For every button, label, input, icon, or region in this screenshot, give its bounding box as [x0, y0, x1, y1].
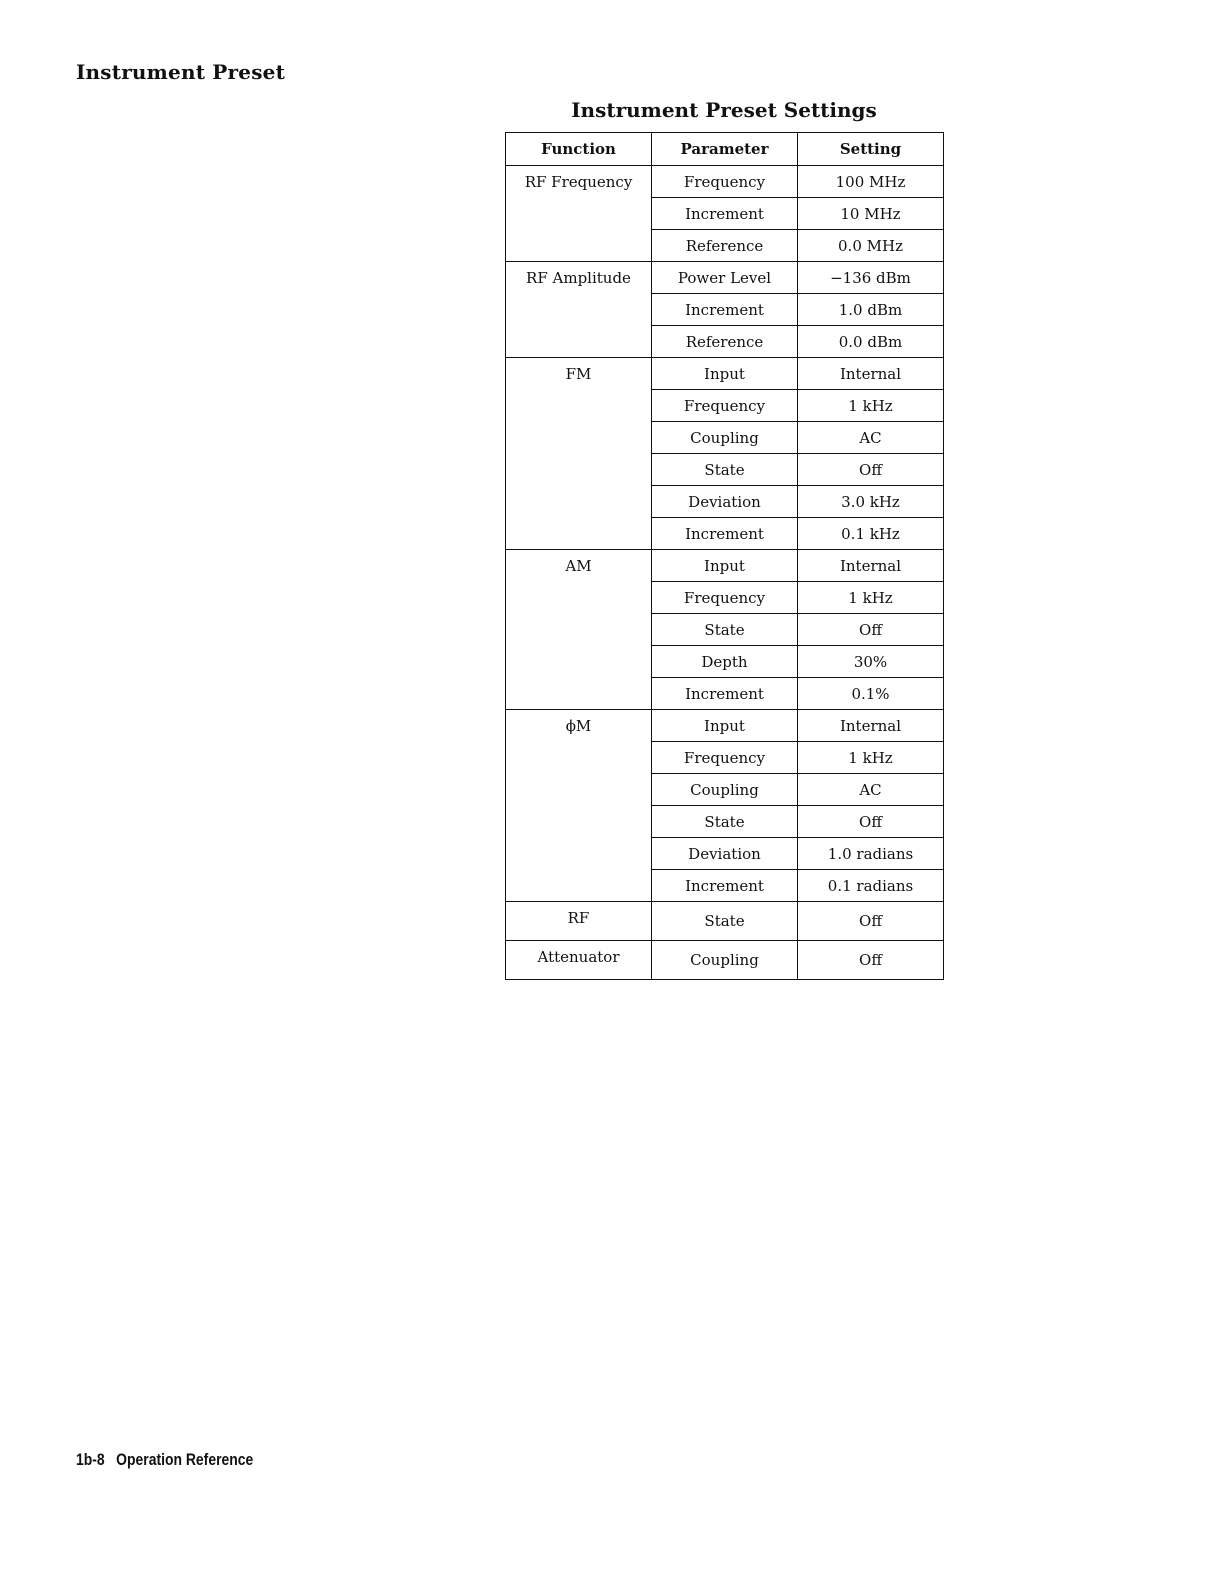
parameter-cell: Input [652, 358, 798, 390]
parameter-cell: Increment [652, 198, 798, 230]
parameter-cell: Coupling [652, 941, 798, 980]
preset-settings-table [505, 132, 944, 980]
parameter-cell: Frequency [652, 390, 798, 422]
parameter-cell: Reference [652, 230, 798, 262]
setting-cell: Off [798, 902, 944, 941]
setting-cell: 100 MHz [798, 166, 944, 198]
header-parameter: Parameter [652, 133, 798, 166]
footer-section-name: Operation Reference [116, 1450, 254, 1469]
setting-cell: 1 kHz [798, 390, 944, 422]
setting-cell: 0.1% [798, 678, 944, 710]
setting-cell: Off [798, 941, 944, 980]
setting-cell: 0.1 radians [798, 870, 944, 902]
setting-cell: Internal [798, 550, 944, 582]
parameter-cell: Input [652, 710, 798, 742]
parameter-cell: Frequency [652, 582, 798, 614]
setting-cell: AC [798, 422, 944, 454]
parameter-cell: State [652, 902, 798, 941]
setting-cell: Off [798, 806, 944, 838]
parameter-cell: State [652, 806, 798, 838]
parameter-cell: Power Level [652, 262, 798, 294]
setting-cell: 1.0 dBm [798, 294, 944, 326]
table-title: Instrument Preset Settings [571, 98, 877, 122]
setting-cell: AC [798, 774, 944, 806]
section-heading: Instrument Preset [76, 60, 286, 84]
parameter-cell: Increment [652, 678, 798, 710]
parameter-cell: Input [652, 550, 798, 582]
table-row [506, 710, 944, 742]
setting-cell: 3.0 kHz [798, 486, 944, 518]
parameter-cell: Deviation [652, 838, 798, 870]
table-row [506, 550, 944, 582]
parameter-cell: Reference [652, 326, 798, 358]
function-cell: RF Frequency [506, 166, 652, 262]
parameter-cell: Frequency [652, 742, 798, 774]
setting-cell: 0.0 MHz [798, 230, 944, 262]
parameter-cell: Coupling [652, 422, 798, 454]
setting-cell: 10 MHz [798, 198, 944, 230]
function-cell: ϕM [506, 710, 652, 902]
parameter-cell: Deviation [652, 486, 798, 518]
setting-cell: Internal [798, 710, 944, 742]
function-cell: RF Amplitude [506, 262, 652, 358]
setting-cell: 0.0 dBm [798, 326, 944, 358]
page-number: 1b-8 [76, 1450, 105, 1469]
setting-cell: Off [798, 614, 944, 646]
function-cell: AM [506, 550, 652, 710]
parameter-cell: Increment [652, 870, 798, 902]
setting-cell: Internal [798, 358, 944, 390]
page-footer [76, 1448, 253, 1472]
function-cell: Attenuator [506, 941, 652, 980]
table-row [506, 166, 944, 198]
parameter-cell: Increment [652, 518, 798, 550]
table-row [506, 941, 944, 980]
table-row [506, 902, 944, 941]
table-row [506, 358, 944, 390]
parameter-cell: Increment [652, 294, 798, 326]
setting-cell: 1.0 radians [798, 838, 944, 870]
setting-cell: 30% [798, 646, 944, 678]
setting-cell: 1 kHz [798, 582, 944, 614]
table-body [506, 166, 944, 980]
setting-cell: 1 kHz [798, 742, 944, 774]
parameter-cell: State [652, 454, 798, 486]
setting-cell: −136 dBm [798, 262, 944, 294]
setting-cell: 0.1 kHz [798, 518, 944, 550]
function-cell: FM [506, 358, 652, 550]
parameter-cell: Frequency [652, 166, 798, 198]
function-cell: RF [506, 902, 652, 941]
parameter-cell: Depth [652, 646, 798, 678]
header-setting: Setting [798, 133, 944, 166]
table-header-row [506, 133, 944, 166]
header-function: Function [506, 133, 652, 166]
parameter-cell: Coupling [652, 774, 798, 806]
parameter-cell: State [652, 614, 798, 646]
setting-cell: Off [798, 454, 944, 486]
table-row [506, 262, 944, 294]
